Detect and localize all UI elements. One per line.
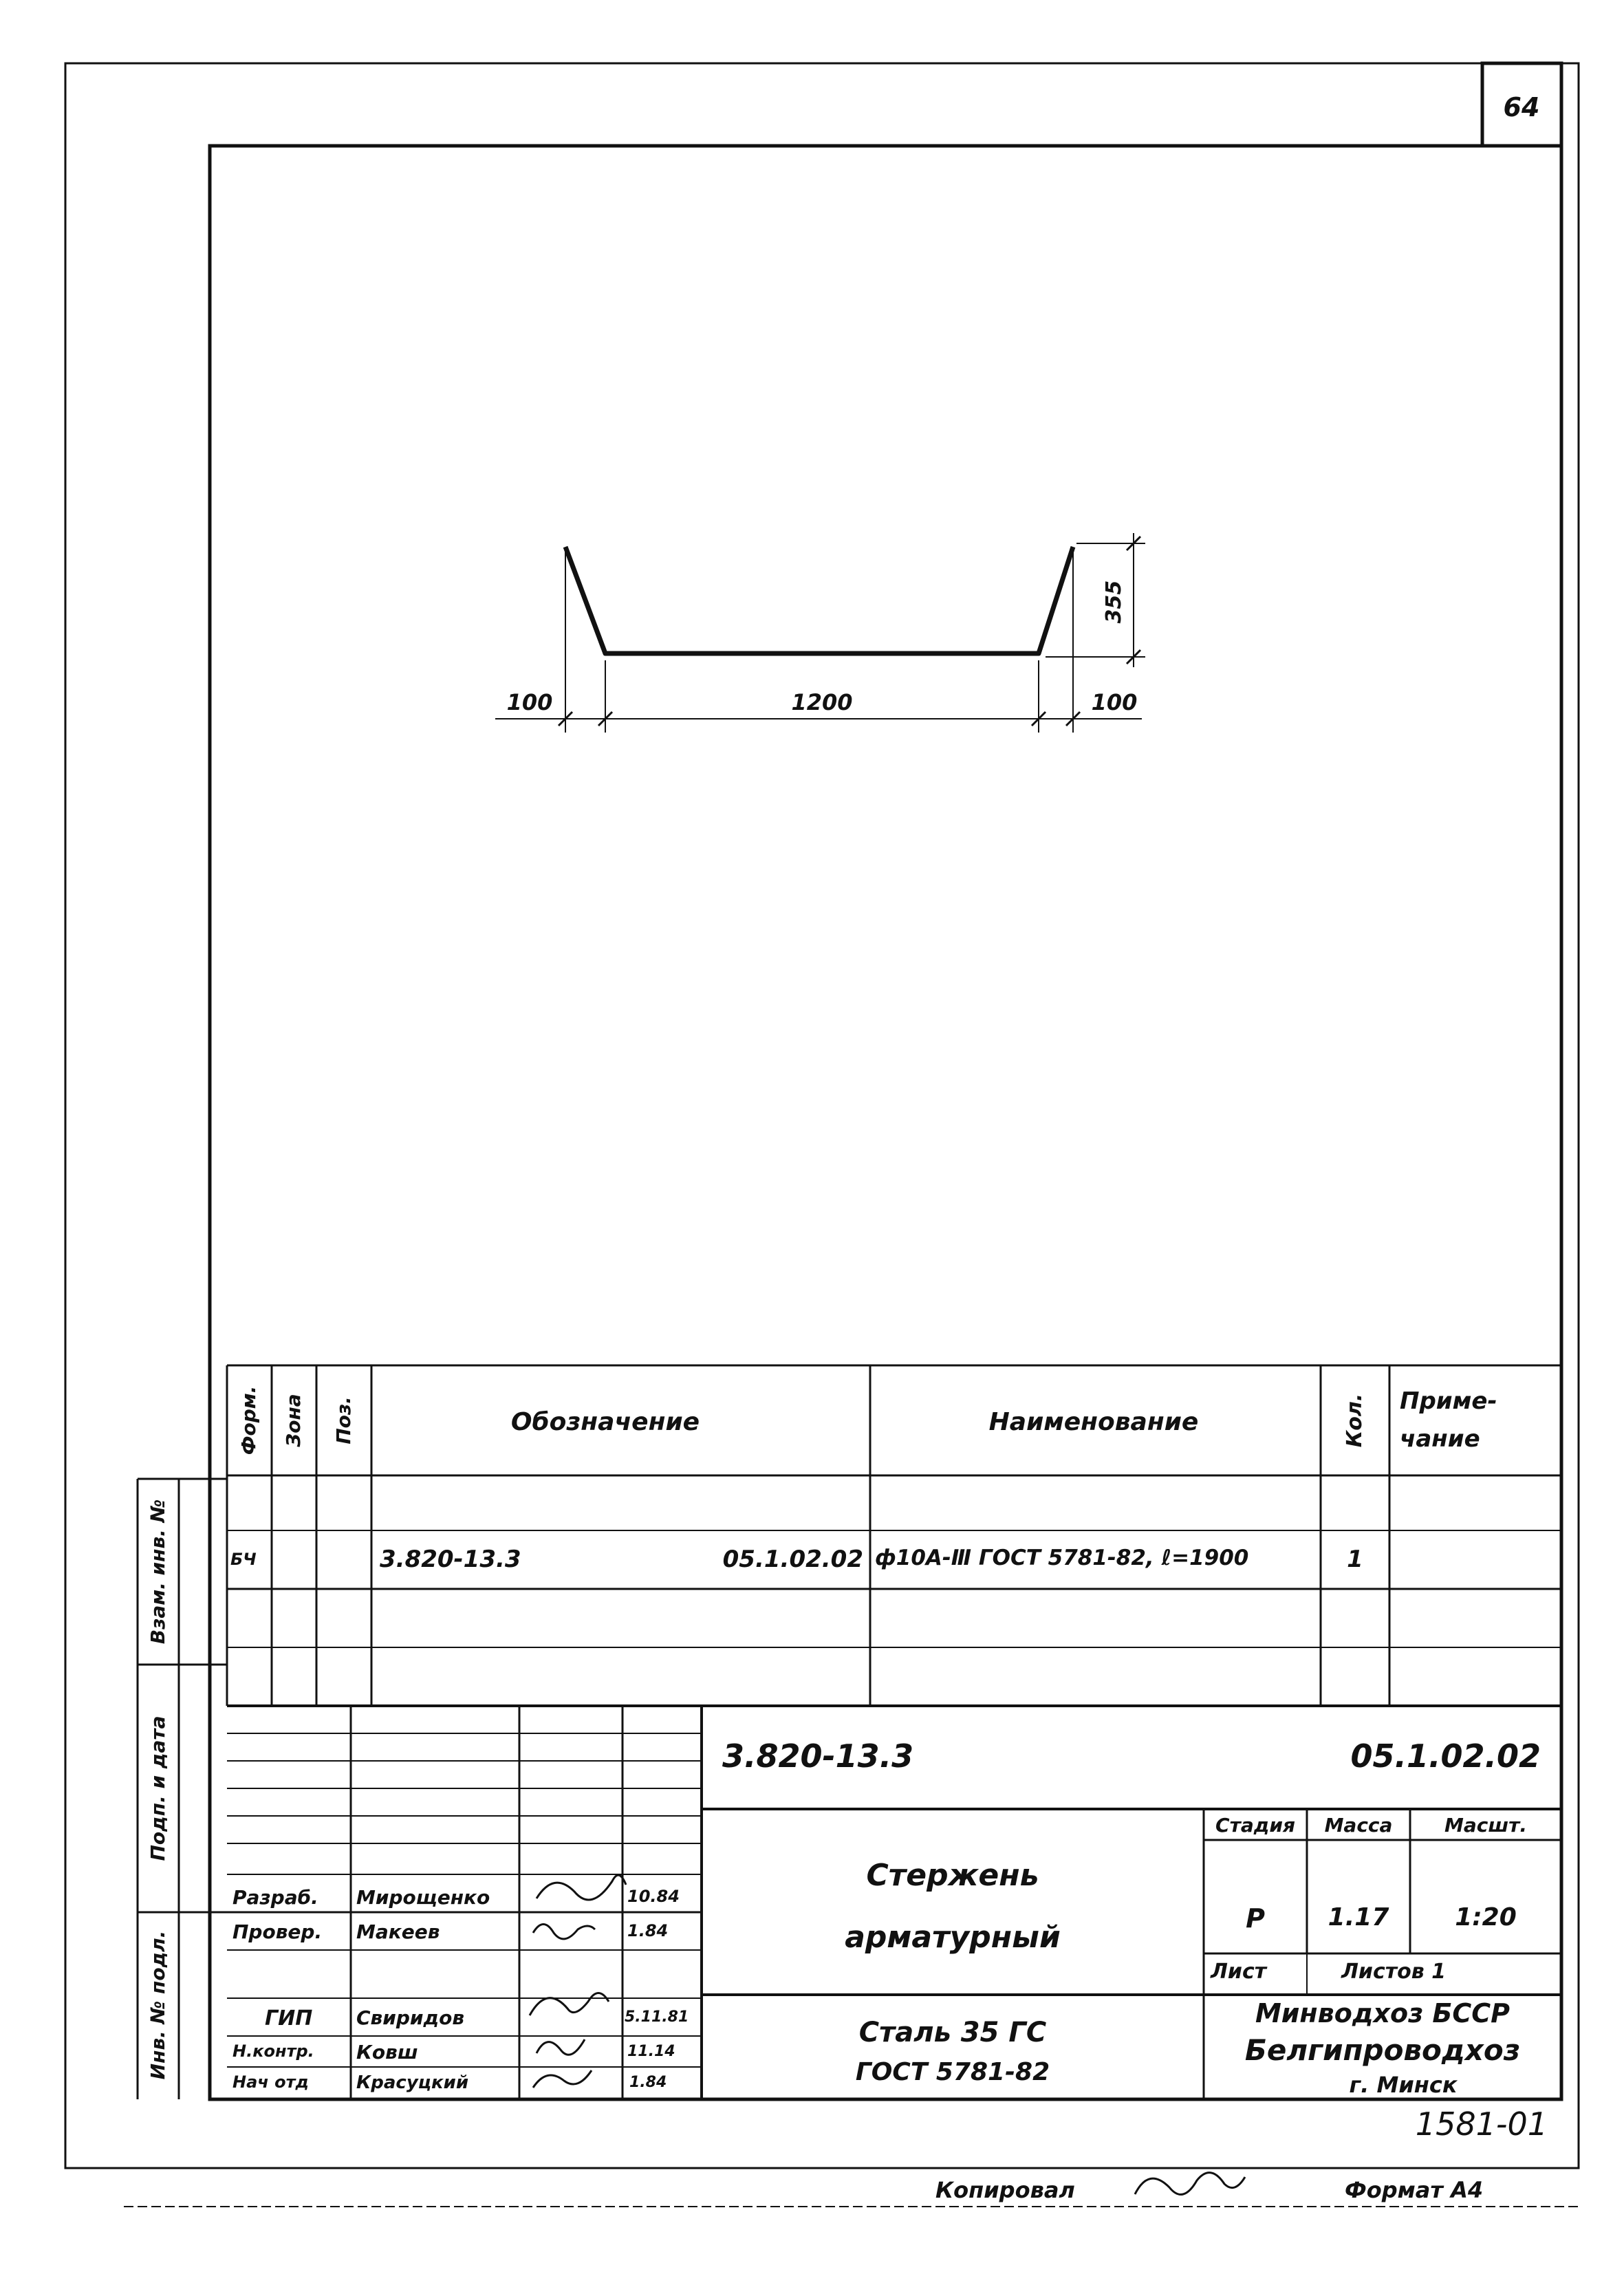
row-quantity: 1 [1347, 1546, 1363, 1573]
title-line2: арматурный [845, 1920, 1061, 1955]
side-replaced-inv: Взам. инв. № [147, 1499, 169, 1645]
role-gip: ГИП [265, 2006, 313, 2031]
sheet-number: 64 [1503, 92, 1540, 122]
copied-by-label: Копировал [935, 2177, 1075, 2203]
date-checker: 1.84 [627, 1921, 669, 1940]
header-name: Наименование [988, 1408, 1199, 1436]
dim-height-label: 355 [1102, 580, 1126, 624]
sheets-label: Листов 1 [1341, 1960, 1447, 1984]
side-signature-date: Подп. и дата [147, 1715, 169, 1861]
org-line2: Белгипроводхоз [1244, 2033, 1521, 2067]
doc-suffix: 05.1.02.02 [1350, 1737, 1541, 1775]
row-designation-code: 3.820-13.3 [380, 1546, 521, 1573]
dim-left-label: 100 [506, 689, 553, 715]
header-position: Поз. [332, 1396, 355, 1444]
material-line2: ГОСТ 5781-82 [855, 2058, 1050, 2086]
row-format: БЧ [230, 1550, 257, 1569]
outer-border [65, 63, 1579, 2168]
date-head: 1.84 [629, 2074, 667, 2091]
side-original-inv: Инв. № подл. [147, 1930, 169, 2080]
date-gip: 5.11.81 [625, 2008, 689, 2026]
date-developer: 10.84 [627, 1887, 680, 1906]
inner-border [210, 146, 1561, 2099]
archive-number: 1581-01 [1415, 2105, 1548, 2143]
signature-norm-control [537, 2039, 585, 2055]
scale-value: 1:20 [1455, 1903, 1517, 1931]
header-zone: Зона [282, 1394, 305, 1447]
bar-shape [565, 547, 1073, 653]
row-name: ф10А-Ⅲ ГОСТ 5781-82, ℓ=1900 [875, 1546, 1249, 1570]
org-line3: г. Минск [1349, 2072, 1458, 2098]
stage-value: Р [1246, 1903, 1265, 1934]
signature-gip [530, 1993, 609, 2016]
dim-right-label: 100 [1091, 689, 1138, 715]
mass-label: Масса [1324, 1814, 1393, 1837]
name-head: Красуцкий [356, 2072, 469, 2093]
signature-checker [533, 1925, 595, 1939]
format-label: Формат А4 [1345, 2177, 1484, 2203]
title-line1: Стержень [866, 1858, 1039, 1893]
name-checker: Макеев [356, 1920, 440, 1943]
header-designation: Обозначение [510, 1408, 700, 1436]
row-designation-suffix: 05.1.02.02 [722, 1546, 863, 1573]
stage-label: Стадия [1215, 1814, 1295, 1837]
name-gip: Свиридов [356, 2006, 465, 2029]
header-format: Форм. [237, 1385, 260, 1455]
header-note-line1: Приме- [1400, 1387, 1497, 1415]
signature-head [533, 2070, 592, 2088]
dim-middle-label: 1200 [791, 689, 853, 715]
role-norm-control: Н.контр. [232, 2042, 314, 2061]
sheet-label: Лист [1211, 1960, 1267, 1984]
signature-developer [537, 1875, 626, 1900]
role-developer: Разраб. [232, 1886, 318, 1909]
role-checker: Провер. [232, 1920, 323, 1943]
header-quantity: Кол. [1343, 1393, 1367, 1448]
material-line1: Сталь 35 ГС [858, 2017, 1047, 2048]
scale-label: Масшт. [1444, 1814, 1527, 1837]
header-note-line2: чание [1400, 1425, 1480, 1453]
doc-code: 3.820-13.3 [722, 1737, 914, 1775]
signature-copier [1135, 2173, 1245, 2195]
name-norm-control: Ковш [356, 2041, 418, 2064]
role-head: Нач отд [232, 2072, 309, 2092]
date-norm-control: 11.14 [627, 2043, 675, 2060]
mass-value: 1.17 [1328, 1903, 1389, 1931]
org-line1: Минводхоз БССР [1255, 1998, 1511, 2028]
name-developer: Мирощенко [356, 1886, 490, 1909]
